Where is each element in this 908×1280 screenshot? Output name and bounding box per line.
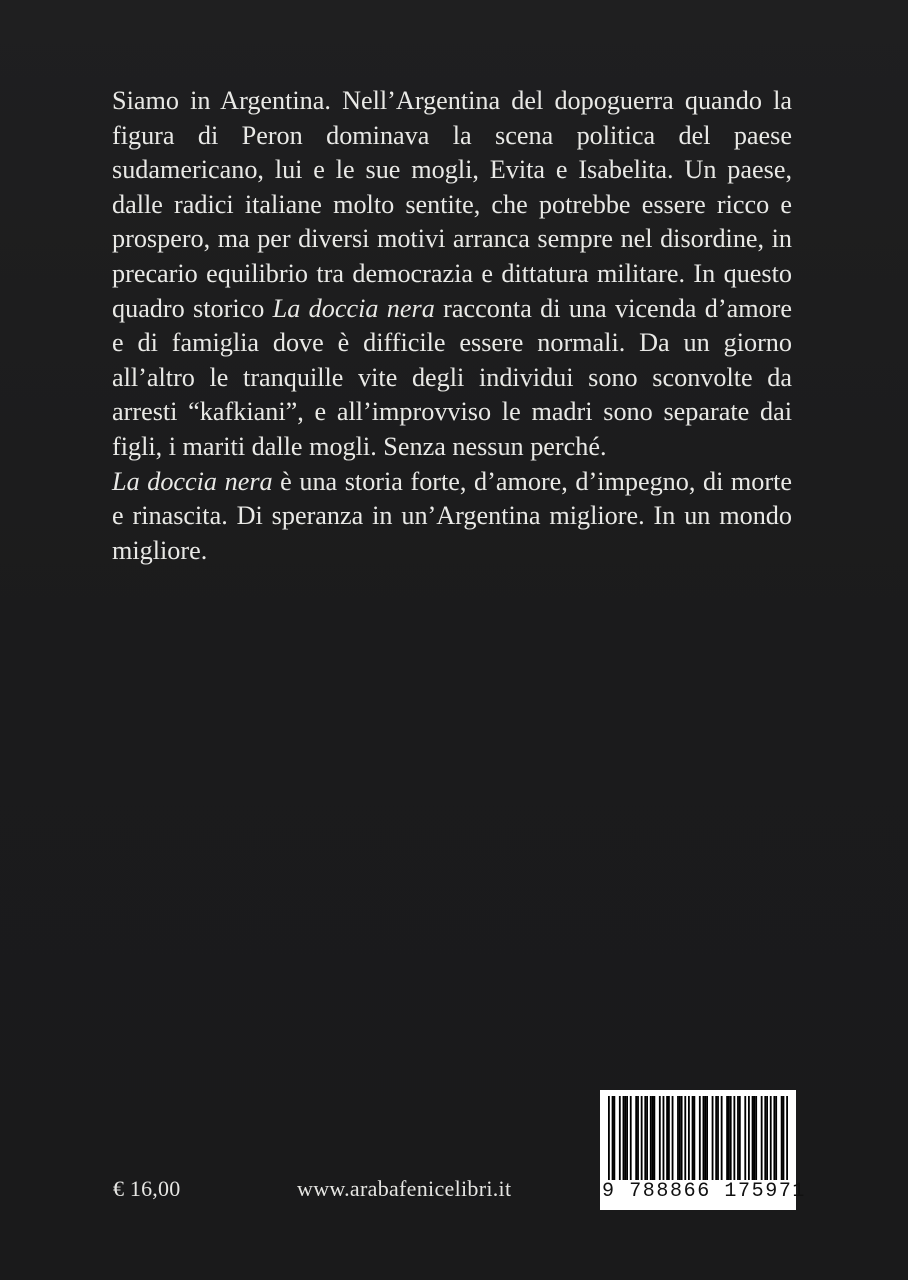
barcode-bar <box>684 1096 686 1180</box>
barcode-bar <box>721 1096 723 1180</box>
barcode-bar <box>781 1096 783 1180</box>
barcode-bar <box>766 1096 768 1180</box>
barcode-bar <box>786 1096 788 1180</box>
barcode-bar <box>726 1096 728 1180</box>
blurb-paragraph-2 <box>112 465 792 569</box>
barcode-bar <box>681 1096 683 1180</box>
barcode-bar <box>706 1096 708 1180</box>
isbn-barcode <box>600 1090 807 1210</box>
barcode-bar <box>626 1096 628 1180</box>
barcode-bar <box>775 1096 777 1180</box>
book-title-italic: La doccia nera <box>272 293 435 323</box>
blurb-p1-text-b: racconta di una vicenda d’amore e di famiglia dove è difficile essere normali. Da un giorno all’altro le tranquille vite degli individui sono sconvolte da arresti “kafkiani”, e all’improvviso le madri sono separate dai figli, i mariti dalle mogli. Senza nessun perché. <box>112 293 793 461</box>
barcode-bar <box>635 1096 637 1180</box>
price: € 16,00 <box>113 1176 181 1201</box>
barcode-bar <box>624 1096 626 1180</box>
barcode-bar <box>653 1096 655 1180</box>
barcode-bar <box>744 1096 746 1180</box>
barcode-bar <box>677 1096 679 1180</box>
barcode-bar <box>668 1096 670 1180</box>
barcode-bar <box>733 1096 735 1180</box>
barcode-bar <box>612 1096 614 1180</box>
barcode-bar <box>692 1096 694 1180</box>
barcode-bar <box>712 1096 714 1180</box>
barcode-bar <box>623 1096 625 1180</box>
barcode-bar <box>730 1096 732 1180</box>
blurb-p2-text: è una storia forte, d’amore, d’impegno, di morte e rinascita. Di speranza in un’Argentina migliore. In un mondo migliore. <box>112 466 792 565</box>
barcode-bar <box>641 1096 643 1180</box>
barcode-bar <box>652 1096 654 1180</box>
publisher-website: www.arabafenicelibri.it <box>297 1176 512 1201</box>
barcode-bar <box>761 1096 763 1180</box>
blurb-p1-text-a: Siamo in Argentina. Nell’Argentina del dopoguerra quando la figura di Peron dominava la scena politica del paese sudamericano, lui e le sue mogli, Evita e Isabelita. Un paese, dalle radici italiane molto sentite, che potrebbe essere ricco e prospero, ma per diversi motivi arranca sempre nel disordine, in precario equilibrio tra democrazia e dittatura militare. In questo quadro storico <box>112 86 792 323</box>
barcode-bar <box>728 1096 730 1180</box>
barcode-bar <box>764 1096 766 1180</box>
blurb-paragraph-1 <box>112 84 792 465</box>
barcode-bar <box>703 1096 705 1180</box>
book-title-italic: La doccia nera <box>112 466 273 496</box>
barcode-bar <box>717 1096 719 1180</box>
barcode-bar <box>715 1096 717 1180</box>
barcode-bar <box>663 1096 665 1180</box>
barcode-bar <box>693 1096 695 1180</box>
barcode-bar <box>753 1096 755 1180</box>
barcode-bar <box>679 1096 681 1180</box>
barcode-bar <box>739 1096 741 1180</box>
barcode-bar <box>630 1096 632 1180</box>
barcode-bar <box>650 1096 652 1180</box>
barcode-bar <box>748 1096 750 1180</box>
barcode-bar <box>666 1096 668 1180</box>
barcode-bar <box>644 1096 646 1180</box>
blurb-text <box>112 84 792 568</box>
barcode-bar <box>672 1096 674 1180</box>
barcode-bar <box>613 1096 615 1180</box>
barcode-bar <box>773 1096 775 1180</box>
barcode-bar <box>699 1096 701 1180</box>
isbn-number: 9 788866 175971 <box>602 1180 807 1203</box>
barcode-bar <box>770 1096 772 1180</box>
barcode-bar <box>659 1096 661 1180</box>
barcode-bar <box>637 1096 639 1180</box>
barcode-bar <box>755 1096 757 1180</box>
barcode-bar <box>619 1096 621 1180</box>
barcode-bar <box>608 1096 610 1180</box>
barcode-bar <box>752 1096 754 1180</box>
barcode-bar <box>737 1096 739 1180</box>
barcode-bars <box>608 1096 788 1180</box>
barcode-bar <box>783 1096 785 1180</box>
barcode-bar <box>704 1096 706 1180</box>
barcode-bar <box>688 1096 690 1180</box>
barcode-bar <box>646 1096 648 1180</box>
